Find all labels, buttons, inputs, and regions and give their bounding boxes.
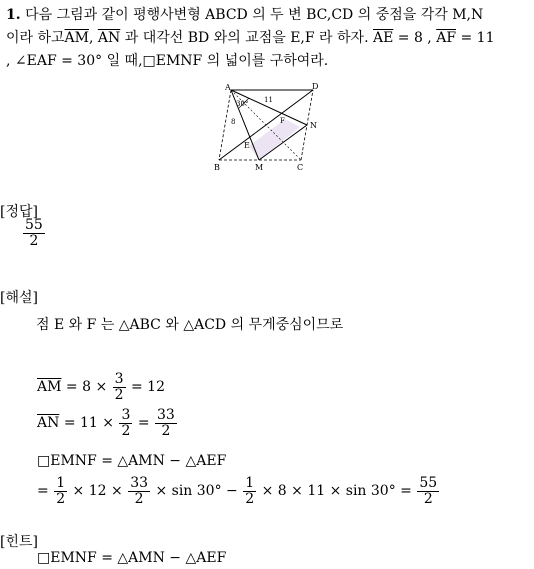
label-d: D — [312, 82, 319, 91]
problem-text-2a: 이라 하고 — [6, 30, 65, 46]
hint-heading: [힌트] — [0, 534, 38, 550]
problem-line-1 — [6, 4, 483, 24]
segment-am: $\overline{AM}$ — [64, 30, 89, 46]
problem-line-2: 이라 하고$\overline{AM}$, $\overline{AN}$ 과 대각선 BD 와의 교점을 E,F 라 하자. $\overline{AE} = 8$ , $\overline{AF} = 11$ — [6, 30, 495, 46]
parallelogram-figure — [205, 78, 340, 176]
equation-computation: = $\frac{1}{2}$ × 12 × $\frac{33}{2}$ × sin 30° − $\frac{1}{2}$ × 8 × 11 × sin 30° = $\frac{55}{2}$ — [37, 475, 438, 507]
label-a: A — [225, 83, 231, 92]
label-ae-length: 8 — [231, 118, 236, 126]
problem-text-2c: 과 대각선 BD 와의 교점을 E,F 라 하자. — [120, 30, 373, 46]
answer-value — [22, 218, 46, 248]
answer-fraction: $\frac{55}{2}$ — [25, 217, 43, 249]
label-n: N — [310, 121, 317, 130]
problem-number: 1. — [6, 7, 21, 23]
segment-an: $\overline{AN}$ — [97, 30, 121, 46]
equation-area: □EMNF = △AMN − △AEF — [37, 453, 227, 469]
problem-line-3 — [6, 50, 328, 70]
label-f: F — [280, 117, 285, 125]
hint-text: □EMNF = △AMN − △AEF — [37, 550, 227, 566]
explanation-intro: 점 E 와 F 는 △ABC 와 △ACD 의 무게중심이므로 — [36, 317, 344, 333]
problem-text-1: 다음 그림과 같이 평행사변형 ABCD 의 두 변 BC,CD 의 중점을 각각 M,N — [25, 7, 484, 23]
label-angle: 30° — [236, 100, 249, 108]
side-ab — [219, 90, 231, 160]
equation-an: $\overline{AN} = 11$ × $\frac{3}{2}$ = $\frac{33}{2}$ — [37, 407, 175, 439]
answer-heading: [정답] — [0, 204, 38, 220]
segment-ae: $\overline{AE}$ — [372, 30, 394, 46]
segment-af: $\overline{AF}$ — [436, 30, 457, 46]
label-b: B — [214, 163, 220, 172]
explanation-heading: [해설] — [0, 290, 38, 306]
label-af-length: 11 — [264, 96, 273, 104]
label-c: C — [297, 163, 304, 172]
equation-am: $\overline{AM} = 8$ × $\frac{3}{2}$ = 12 — [37, 371, 165, 403]
problem-text-3: , ∠EAF = 30° 일 때,□EMNF 의 넓이를 구하여라. — [6, 53, 329, 69]
label-m: M — [255, 163, 264, 172]
label-e: E — [244, 141, 250, 150]
